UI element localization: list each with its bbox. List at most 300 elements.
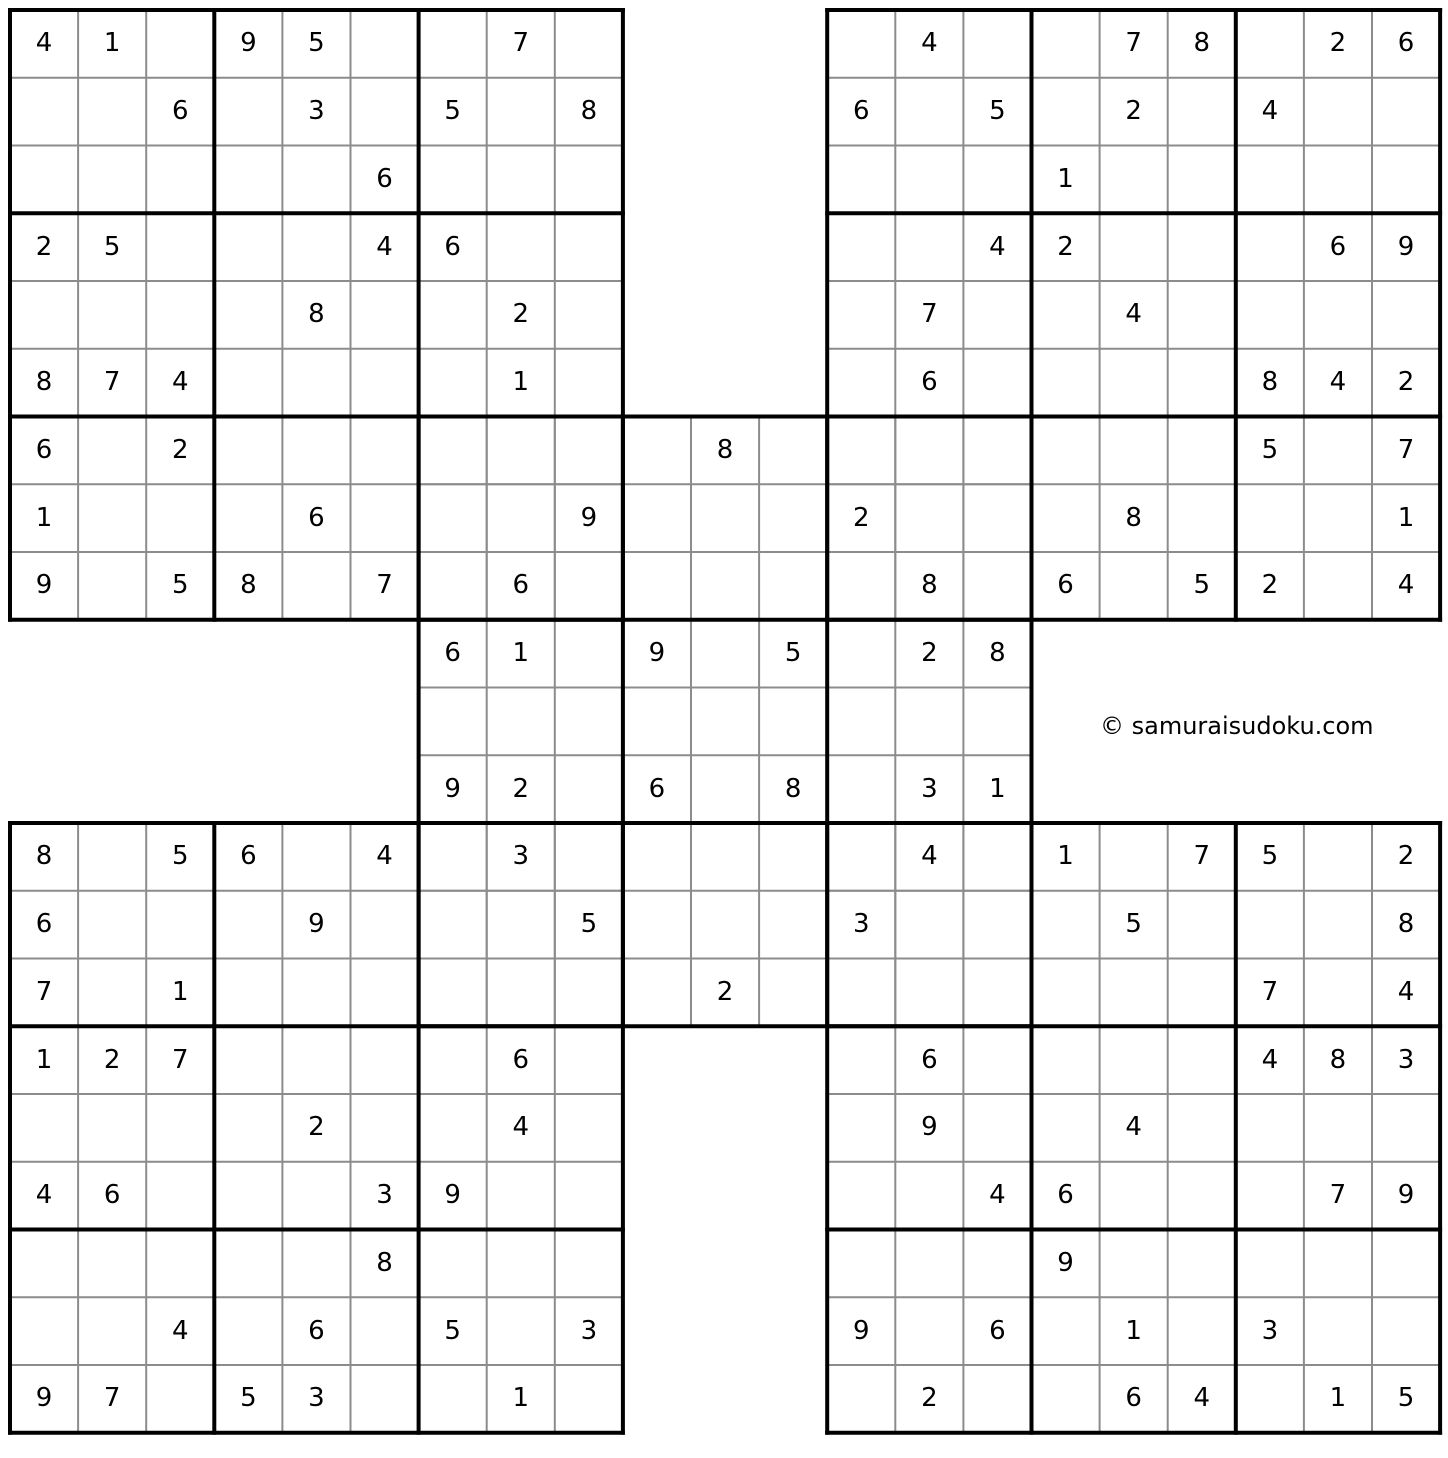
given-digit-cell[interactable]: 6: [444, 231, 461, 262]
given-digit-cell[interactable]: 6: [852, 96, 870, 127]
empty-cell[interactable]: [555, 417, 622, 484]
empty-cell[interactable]: [828, 552, 895, 619]
empty-cell[interactable]: [1236, 1094, 1303, 1161]
empty-cell[interactable]: [215, 146, 282, 213]
given-digit-cell[interactable]: 9: [648, 638, 666, 669]
empty-cell[interactable]: [79, 1094, 146, 1161]
given-digit-cell[interactable]: 9: [1057, 1247, 1074, 1278]
empty-cell[interactable]: [215, 891, 282, 958]
given-digit-cell[interactable]: 4: [1329, 367, 1347, 398]
given-digit-cell[interactable]: 1: [512, 367, 530, 398]
empty-cell[interactable]: [215, 214, 282, 281]
given-digit-cell[interactable]: 3: [376, 1180, 393, 1211]
given-digit-cell[interactable]: 7: [1397, 434, 1415, 465]
empty-cell[interactable]: [11, 146, 78, 213]
empty-cell[interactable]: [79, 891, 146, 958]
empty-cell[interactable]: [1100, 552, 1167, 619]
empty-cell[interactable]: [419, 281, 486, 348]
empty-cell[interactable]: [964, 823, 1031, 890]
empty-cell[interactable]: [555, 1230, 622, 1297]
given-digit-cell[interactable]: 6: [35, 434, 53, 465]
given-digit-cell[interactable]: 3: [512, 841, 530, 872]
given-digit-cell[interactable]: 3: [308, 96, 325, 127]
given-digit-cell[interactable]: 6: [1397, 28, 1415, 59]
given-digit-cell[interactable]: 4: [1261, 96, 1279, 127]
empty-cell[interactable]: [419, 1365, 486, 1432]
given-digit-cell[interactable]: 6: [103, 1180, 121, 1211]
empty-cell[interactable]: [1032, 281, 1099, 348]
empty-cell[interactable]: [896, 1162, 963, 1229]
empty-cell[interactable]: [1304, 891, 1371, 958]
empty-cell[interactable]: [487, 146, 554, 213]
empty-cell[interactable]: [1168, 214, 1235, 281]
empty-cell[interactable]: [1100, 417, 1167, 484]
empty-cell[interactable]: [828, 1365, 895, 1432]
given-digit-cell[interactable]: 8: [308, 299, 325, 330]
empty-cell[interactable]: [623, 552, 690, 619]
given-digit-cell[interactable]: 3: [1397, 1044, 1415, 1075]
empty-cell[interactable]: [1168, 1230, 1235, 1297]
given-digit-cell[interactable]: 8: [1329, 1044, 1347, 1075]
given-digit-cell[interactable]: 1: [1329, 1383, 1347, 1414]
given-digit-cell[interactable]: 8: [376, 1247, 393, 1278]
empty-cell[interactable]: [487, 1230, 554, 1297]
empty-cell[interactable]: [351, 1365, 418, 1432]
empty-cell[interactable]: [964, 552, 1031, 619]
empty-cell[interactable]: [147, 1162, 214, 1229]
empty-cell[interactable]: [1168, 1162, 1235, 1229]
empty-cell[interactable]: [1304, 552, 1371, 619]
empty-cell[interactable]: [964, 1365, 1031, 1432]
empty-cell[interactable]: [487, 959, 554, 1026]
given-digit-cell[interactable]: 1: [1057, 163, 1074, 194]
empty-cell[interactable]: [1032, 1027, 1099, 1094]
empty-cell[interactable]: [1100, 1230, 1167, 1297]
given-digit-cell[interactable]: 2: [35, 231, 53, 262]
given-digit-cell[interactable]: 7: [35, 976, 53, 1007]
given-digit-cell[interactable]: 5: [580, 909, 598, 940]
empty-cell[interactable]: [1032, 485, 1099, 552]
empty-cell[interactable]: [760, 959, 827, 1026]
empty-cell[interactable]: [147, 1230, 214, 1297]
empty-cell[interactable]: [964, 1094, 1031, 1161]
empty-cell[interactable]: [555, 10, 622, 77]
given-digit-cell[interactable]: 2: [1057, 231, 1074, 262]
empty-cell[interactable]: [351, 349, 418, 416]
given-digit-cell[interactable]: 1: [171, 976, 189, 1007]
empty-cell[interactable]: [1304, 1230, 1371, 1297]
given-digit-cell[interactable]: 2: [512, 773, 530, 804]
empty-cell[interactable]: [487, 485, 554, 552]
empty-cell[interactable]: [964, 1027, 1031, 1094]
empty-cell[interactable]: [964, 688, 1031, 755]
empty-cell[interactable]: [896, 417, 963, 484]
empty-cell[interactable]: [1100, 1162, 1167, 1229]
empty-cell[interactable]: [351, 417, 418, 484]
given-digit-cell[interactable]: 4: [35, 1180, 53, 1211]
empty-cell[interactable]: [1100, 959, 1167, 1026]
empty-cell[interactable]: [964, 417, 1031, 484]
empty-cell[interactable]: [760, 823, 827, 890]
given-digit-cell[interactable]: 3: [852, 909, 870, 940]
given-digit-cell[interactable]: 2: [308, 1112, 325, 1143]
given-digit-cell[interactable]: 7: [512, 28, 530, 59]
given-digit-cell[interactable]: 5: [171, 570, 189, 601]
empty-cell[interactable]: [1304, 281, 1371, 348]
given-digit-cell[interactable]: 8: [716, 434, 734, 465]
given-digit-cell[interactable]: 9: [308, 909, 325, 940]
given-digit-cell[interactable]: 5: [1193, 570, 1211, 601]
given-digit-cell[interactable]: 6: [921, 1044, 938, 1075]
empty-cell[interactable]: [1032, 891, 1099, 958]
empty-cell[interactable]: [555, 1162, 622, 1229]
empty-cell[interactable]: [1304, 1094, 1371, 1161]
empty-cell[interactable]: [623, 959, 690, 1026]
given-digit-cell[interactable]: 5: [103, 231, 121, 262]
empty-cell[interactable]: [419, 1230, 486, 1297]
given-digit-cell[interactable]: 3: [580, 1315, 598, 1346]
empty-cell[interactable]: [1236, 1365, 1303, 1432]
given-digit-cell[interactable]: 2: [1261, 570, 1279, 601]
given-digit-cell[interactable]: 6: [444, 638, 461, 669]
empty-cell[interactable]: [828, 417, 895, 484]
given-digit-cell[interactable]: 1: [35, 502, 53, 533]
given-digit-cell[interactable]: 8: [580, 96, 598, 127]
empty-cell[interactable]: [1373, 1298, 1440, 1365]
empty-cell[interactable]: [1100, 1027, 1167, 1094]
given-digit-cell[interactable]: 3: [921, 773, 938, 804]
empty-cell[interactable]: [147, 146, 214, 213]
empty-cell[interactable]: [964, 146, 1031, 213]
given-digit-cell[interactable]: 5: [171, 841, 189, 872]
empty-cell[interactable]: [1168, 417, 1235, 484]
given-digit-cell[interactable]: 8: [35, 841, 53, 872]
given-digit-cell[interactable]: 4: [1125, 299, 1142, 330]
empty-cell[interactable]: [555, 1094, 622, 1161]
empty-cell[interactable]: [419, 959, 486, 1026]
given-digit-cell[interactable]: 6: [35, 909, 53, 940]
empty-cell[interactable]: [964, 959, 1031, 1026]
empty-cell[interactable]: [351, 78, 418, 145]
empty-cell[interactable]: [487, 1298, 554, 1365]
given-digit-cell[interactable]: 9: [35, 1383, 53, 1414]
empty-cell[interactable]: [351, 10, 418, 77]
empty-cell[interactable]: [1168, 485, 1235, 552]
empty-cell[interactable]: [79, 146, 146, 213]
empty-cell[interactable]: [1032, 78, 1099, 145]
given-digit-cell[interactable]: 5: [1261, 841, 1279, 872]
empty-cell[interactable]: [147, 485, 214, 552]
given-digit-cell[interactable]: 3: [308, 1383, 325, 1414]
given-digit-cell[interactable]: 5: [1261, 434, 1279, 465]
empty-cell[interactable]: [555, 349, 622, 416]
empty-cell[interactable]: [692, 620, 759, 687]
empty-cell[interactable]: [964, 10, 1031, 77]
empty-cell[interactable]: [1168, 891, 1235, 958]
empty-cell[interactable]: [760, 417, 827, 484]
empty-cell[interactable]: [283, 1230, 350, 1297]
given-digit-cell[interactable]: 4: [921, 28, 938, 59]
empty-cell[interactable]: [896, 688, 963, 755]
given-digit-cell[interactable]: 8: [240, 570, 257, 601]
empty-cell[interactable]: [351, 891, 418, 958]
empty-cell[interactable]: [79, 552, 146, 619]
empty-cell[interactable]: [964, 891, 1031, 958]
empty-cell[interactable]: [1373, 1230, 1440, 1297]
empty-cell[interactable]: [555, 1365, 622, 1432]
given-digit-cell[interactable]: 4: [35, 28, 53, 59]
empty-cell[interactable]: [79, 485, 146, 552]
given-digit-cell[interactable]: 8: [784, 773, 802, 804]
given-digit-cell[interactable]: 7: [103, 367, 121, 398]
empty-cell[interactable]: [283, 417, 350, 484]
empty-cell[interactable]: [1168, 78, 1235, 145]
empty-cell[interactable]: [555, 146, 622, 213]
empty-cell[interactable]: [828, 1094, 895, 1161]
given-digit-cell[interactable]: 4: [1125, 1112, 1142, 1143]
given-digit-cell[interactable]: 6: [308, 1315, 325, 1346]
given-digit-cell[interactable]: 6: [376, 163, 393, 194]
empty-cell[interactable]: [555, 688, 622, 755]
empty-cell[interactable]: [1304, 1298, 1371, 1365]
given-digit-cell[interactable]: 2: [103, 1044, 121, 1075]
given-digit-cell[interactable]: 6: [240, 841, 257, 872]
empty-cell[interactable]: [555, 1027, 622, 1094]
empty-cell[interactable]: [1236, 485, 1303, 552]
empty-cell[interactable]: [623, 688, 690, 755]
given-digit-cell[interactable]: 5: [1125, 909, 1142, 940]
empty-cell[interactable]: [1236, 1230, 1303, 1297]
empty-cell[interactable]: [419, 485, 486, 552]
empty-cell[interactable]: [79, 823, 146, 890]
empty-cell[interactable]: [1168, 1298, 1235, 1365]
empty-cell[interactable]: [1373, 1094, 1440, 1161]
empty-cell[interactable]: [419, 1094, 486, 1161]
given-digit-cell[interactable]: 6: [1329, 231, 1347, 262]
given-digit-cell[interactable]: 5: [444, 96, 461, 127]
empty-cell[interactable]: [1168, 1094, 1235, 1161]
empty-cell[interactable]: [1304, 78, 1371, 145]
empty-cell[interactable]: [79, 78, 146, 145]
empty-cell[interactable]: [828, 349, 895, 416]
empty-cell[interactable]: [11, 1094, 78, 1161]
given-digit-cell[interactable]: 4: [921, 841, 938, 872]
empty-cell[interactable]: [964, 349, 1031, 416]
given-digit-cell[interactable]: 9: [35, 570, 53, 601]
empty-cell[interactable]: [419, 10, 486, 77]
given-digit-cell[interactable]: 2: [921, 638, 938, 669]
empty-cell[interactable]: [147, 891, 214, 958]
given-digit-cell[interactable]: 9: [921, 1112, 938, 1143]
empty-cell[interactable]: [1032, 10, 1099, 77]
empty-cell[interactable]: [896, 214, 963, 281]
empty-cell[interactable]: [419, 417, 486, 484]
empty-cell[interactable]: [215, 1027, 282, 1094]
empty-cell[interactable]: [79, 1230, 146, 1297]
empty-cell[interactable]: [623, 823, 690, 890]
given-digit-cell[interactable]: 5: [1397, 1383, 1415, 1414]
empty-cell[interactable]: [1100, 214, 1167, 281]
empty-cell[interactable]: [692, 552, 759, 619]
empty-cell[interactable]: [828, 959, 895, 1026]
empty-cell[interactable]: [623, 417, 690, 484]
given-digit-cell[interactable]: 1: [512, 638, 530, 669]
given-digit-cell[interactable]: 2: [921, 1383, 938, 1414]
empty-cell[interactable]: [964, 1230, 1031, 1297]
given-digit-cell[interactable]: 2: [852, 502, 870, 533]
empty-cell[interactable]: [828, 146, 895, 213]
empty-cell[interactable]: [555, 214, 622, 281]
given-digit-cell[interactable]: 8: [1193, 28, 1211, 59]
given-digit-cell[interactable]: 5: [444, 1315, 461, 1346]
given-digit-cell[interactable]: 7: [171, 1044, 189, 1075]
empty-cell[interactable]: [828, 1162, 895, 1229]
empty-cell[interactable]: [1304, 959, 1371, 1026]
given-digit-cell[interactable]: 7: [921, 299, 938, 330]
empty-cell[interactable]: [896, 959, 963, 1026]
given-digit-cell[interactable]: 2: [1397, 841, 1415, 872]
empty-cell[interactable]: [1100, 823, 1167, 890]
given-digit-cell[interactable]: 4: [512, 1112, 530, 1143]
given-digit-cell[interactable]: 4: [1397, 976, 1415, 1007]
empty-cell[interactable]: [828, 10, 895, 77]
empty-cell[interactable]: [964, 281, 1031, 348]
empty-cell[interactable]: [1032, 417, 1099, 484]
empty-cell[interactable]: [1236, 214, 1303, 281]
empty-cell[interactable]: [283, 1027, 350, 1094]
empty-cell[interactable]: [419, 823, 486, 890]
given-digit-cell[interactable]: 7: [1125, 28, 1142, 59]
empty-cell[interactable]: [896, 891, 963, 958]
empty-cell[interactable]: [555, 959, 622, 1026]
given-digit-cell[interactable]: 4: [171, 1315, 189, 1346]
empty-cell[interactable]: [1236, 10, 1303, 77]
given-digit-cell[interactable]: 9: [1397, 231, 1415, 262]
empty-cell[interactable]: [283, 214, 350, 281]
empty-cell[interactable]: [283, 959, 350, 1026]
empty-cell[interactable]: [487, 417, 554, 484]
empty-cell[interactable]: [351, 485, 418, 552]
given-digit-cell[interactable]: 8: [989, 638, 1006, 669]
given-digit-cell[interactable]: 9: [580, 502, 598, 533]
empty-cell[interactable]: [1373, 78, 1440, 145]
given-digit-cell[interactable]: 2: [716, 976, 734, 1007]
given-digit-cell[interactable]: 9: [1397, 1180, 1415, 1211]
empty-cell[interactable]: [147, 1094, 214, 1161]
empty-cell[interactable]: [419, 1027, 486, 1094]
empty-cell[interactable]: [1304, 823, 1371, 890]
empty-cell[interactable]: [964, 485, 1031, 552]
empty-cell[interactable]: [623, 485, 690, 552]
empty-cell[interactable]: [351, 959, 418, 1026]
empty-cell[interactable]: [1304, 485, 1371, 552]
empty-cell[interactable]: [760, 552, 827, 619]
empty-cell[interactable]: [1168, 146, 1235, 213]
given-digit-cell[interactable]: 8: [1261, 367, 1279, 398]
empty-cell[interactable]: [419, 146, 486, 213]
empty-cell[interactable]: [828, 214, 895, 281]
given-digit-cell[interactable]: 1: [1397, 502, 1415, 533]
empty-cell[interactable]: [419, 349, 486, 416]
empty-cell[interactable]: [1236, 891, 1303, 958]
empty-cell[interactable]: [1373, 146, 1440, 213]
empty-cell[interactable]: [896, 146, 963, 213]
given-digit-cell[interactable]: 8: [35, 367, 53, 398]
given-digit-cell[interactable]: 2: [171, 434, 189, 465]
empty-cell[interactable]: [351, 1027, 418, 1094]
empty-cell[interactable]: [760, 891, 827, 958]
empty-cell[interactable]: [692, 823, 759, 890]
given-digit-cell[interactable]: 4: [989, 231, 1006, 262]
given-digit-cell[interactable]: 8: [1397, 909, 1415, 940]
given-digit-cell[interactable]: 8: [1125, 502, 1142, 533]
empty-cell[interactable]: [1032, 1298, 1099, 1365]
empty-cell[interactable]: [828, 823, 895, 890]
empty-cell[interactable]: [828, 1027, 895, 1094]
given-digit-cell[interactable]: 1: [1057, 841, 1074, 872]
given-digit-cell[interactable]: 6: [171, 96, 189, 127]
given-digit-cell[interactable]: 6: [308, 502, 325, 533]
given-digit-cell[interactable]: 4: [1397, 570, 1415, 601]
given-digit-cell[interactable]: 2: [512, 299, 530, 330]
empty-cell[interactable]: [215, 1094, 282, 1161]
empty-cell[interactable]: [1236, 1162, 1303, 1229]
given-digit-cell[interactable]: 7: [1261, 976, 1279, 1007]
given-digit-cell[interactable]: 7: [376, 570, 393, 601]
given-digit-cell[interactable]: 4: [171, 367, 189, 398]
empty-cell[interactable]: [760, 688, 827, 755]
empty-cell[interactable]: [896, 1298, 963, 1365]
empty-cell[interactable]: [11, 1230, 78, 1297]
empty-cell[interactable]: [692, 756, 759, 823]
given-digit-cell[interactable]: 6: [648, 773, 666, 804]
empty-cell[interactable]: [1032, 349, 1099, 416]
given-digit-cell[interactable]: 5: [308, 28, 325, 59]
given-digit-cell[interactable]: 9: [444, 1180, 461, 1211]
empty-cell[interactable]: [79, 959, 146, 1026]
empty-cell[interactable]: [555, 620, 622, 687]
given-digit-cell[interactable]: 1: [35, 1044, 53, 1075]
given-digit-cell[interactable]: 6: [512, 570, 530, 601]
empty-cell[interactable]: [79, 281, 146, 348]
empty-cell[interactable]: [623, 891, 690, 958]
empty-cell[interactable]: [555, 552, 622, 619]
empty-cell[interactable]: [215, 1162, 282, 1229]
empty-cell[interactable]: [215, 959, 282, 1026]
empty-cell[interactable]: [692, 485, 759, 552]
given-digit-cell[interactable]: 6: [989, 1315, 1006, 1346]
empty-cell[interactable]: [1168, 349, 1235, 416]
given-digit-cell[interactable]: 1: [512, 1383, 530, 1414]
empty-cell[interactable]: [283, 823, 350, 890]
given-digit-cell[interactable]: 9: [444, 773, 461, 804]
given-digit-cell[interactable]: 6: [512, 1044, 530, 1075]
empty-cell[interactable]: [283, 1162, 350, 1229]
empty-cell[interactable]: [419, 891, 486, 958]
empty-cell[interactable]: [487, 214, 554, 281]
empty-cell[interactable]: [1168, 1027, 1235, 1094]
empty-cell[interactable]: [828, 1230, 895, 1297]
empty-cell[interactable]: [1100, 349, 1167, 416]
empty-cell[interactable]: [828, 688, 895, 755]
empty-cell[interactable]: [79, 417, 146, 484]
given-digit-cell[interactable]: 2: [1329, 28, 1347, 59]
empty-cell[interactable]: [215, 349, 282, 416]
empty-cell[interactable]: [760, 485, 827, 552]
given-digit-cell[interactable]: 3: [1261, 1315, 1279, 1346]
empty-cell[interactable]: [215, 281, 282, 348]
empty-cell[interactable]: [487, 78, 554, 145]
